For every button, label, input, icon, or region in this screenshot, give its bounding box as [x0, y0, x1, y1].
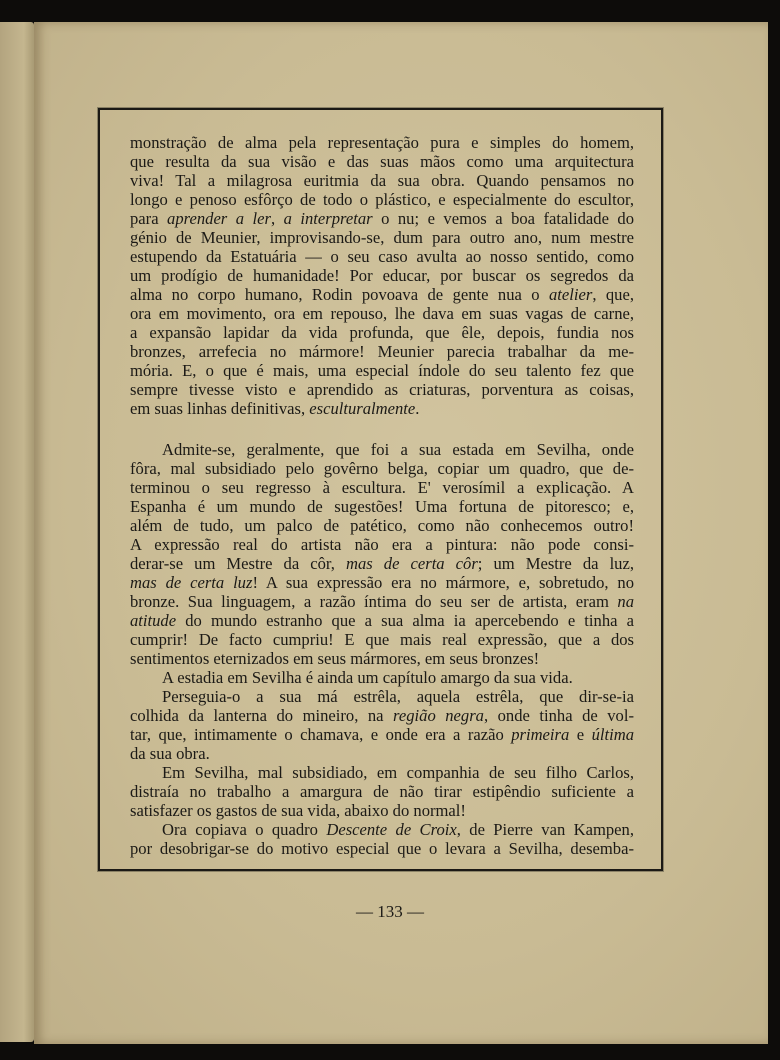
- page-number: — 133 —: [356, 902, 424, 921]
- text-line: atitude do mundo estranho que a sua alma ia apercebendo e tinha a: [130, 611, 634, 630]
- text-line: além de tudo, um palco de patético, como não conhecemos outro!: [130, 516, 634, 535]
- text-line: distraía no trabalho a amargura de não tirar estipêndio suficiente a: [130, 782, 634, 801]
- text-line: terminou o seu regresso à escultura. E' verosímil a explicação. A: [130, 478, 634, 497]
- text-line: bronze. Sua linguagem, a razão íntima do seu ser de artista, eram na: [130, 592, 634, 611]
- text-line: sentimentos eternizados em seus mármores, em seus bronzes!: [130, 649, 540, 668]
- text-line: longo e penoso esfôrço de todo o plástico, e especialmente do escultor,: [130, 190, 634, 209]
- text-line: Perseguia-o a sua má estrêla, aquela estrêla, que dir-se-ia: [162, 687, 634, 706]
- facing-page-edge: [0, 22, 34, 1042]
- text-line: A expressão real do artista não era a pintura: não pode consi-: [130, 535, 634, 554]
- text-line: a expansão lapidar da vida profunda, que êle, depois, fundia nos: [130, 323, 634, 342]
- text-line: estupendo da Estatuária — o seu caso avulta ao nosso sentido, como: [130, 247, 634, 266]
- text-line: Ora copiava o quadro Descente de Croix, de Pierre van Kampen,: [162, 820, 634, 839]
- text-line: Espanha é um mundo de sugestões! Uma fortuna de pitoresco; e,: [130, 497, 634, 516]
- text-line: viva! Tal a milagrosa euritmia da sua obra. Quando pensamos no: [130, 171, 634, 190]
- text-line: bronzes, arrefecia no mármore! Meunier parecia trabalhar da me-: [130, 342, 634, 361]
- text-line: satisfazer os gastos de sua vida, abaixo do normal!: [130, 801, 466, 820]
- text-line: cumprir! De facto cumpriu! E que mais real expressão, que a dos: [130, 630, 634, 649]
- text-line: um prodígio de humanidade! Por educar, por buscar os segredos da: [130, 266, 634, 285]
- paragraph-1: [130, 133, 634, 418]
- text-line: fôra, mal subsidiado pelo govêrno belga, copiar um quadro, que de-: [130, 459, 634, 478]
- text-line: tar, que, intimamente o chamava, e onde era a razão primeira e última: [130, 725, 634, 744]
- text-line: monstração de alma pela representação pura e simples do homem,: [130, 133, 634, 152]
- text-line: para aprender a ler, a interpretar o nu; e vemos a boa fatalidade do: [130, 209, 635, 228]
- text-line: sempre tivesse visto e aprendido as criaturas, porventura as coisas,: [130, 380, 634, 399]
- text-line: mas de certa luz! A sua expressão era no mármore, e, sobretudo, no: [130, 573, 635, 592]
- text-line: Em Sevilha, mal subsidiado, em companhia de seu filho Carlos,: [162, 763, 634, 782]
- text-line: que resulta da sua visão e das suas mãos como uma arquitectura: [130, 152, 634, 171]
- text-line: da sua obra.: [130, 744, 210, 763]
- text-line: A estadia em Sevilha é ainda um capítulo amargo da sua vida.: [162, 668, 573, 687]
- text-line: colhida da lanterna do mineiro, na região negra, onde tinha de vol-: [130, 706, 634, 725]
- text-line: em suas linhas definitivas, esculturalmente.: [130, 399, 420, 418]
- text-line: génio de Meunier, improvisando-se, dum para outro ano, num mestre: [130, 228, 634, 247]
- text-line: mória. E, o que é mais, uma especial índole do seu talento fez que: [130, 361, 634, 380]
- text-line: alma no corpo humano, Rodin povoava de gente nua o atelier, que,: [130, 285, 634, 304]
- paragraph-2: [130, 440, 634, 858]
- text-line: por desobrigar-se do motivo especial que o levara a Sevilha, desemba-: [130, 839, 634, 858]
- text-line: derar-se um Mestre da côr, mas de certa côr; um Mestre da luz,: [130, 554, 634, 573]
- text-line: ora em movimento, ora em repouso, lhe dava em suas vagas de carne,: [130, 304, 634, 323]
- text-line: Admite-se, geralmente, que foi a sua estada em Sevilha, onde: [162, 440, 634, 459]
